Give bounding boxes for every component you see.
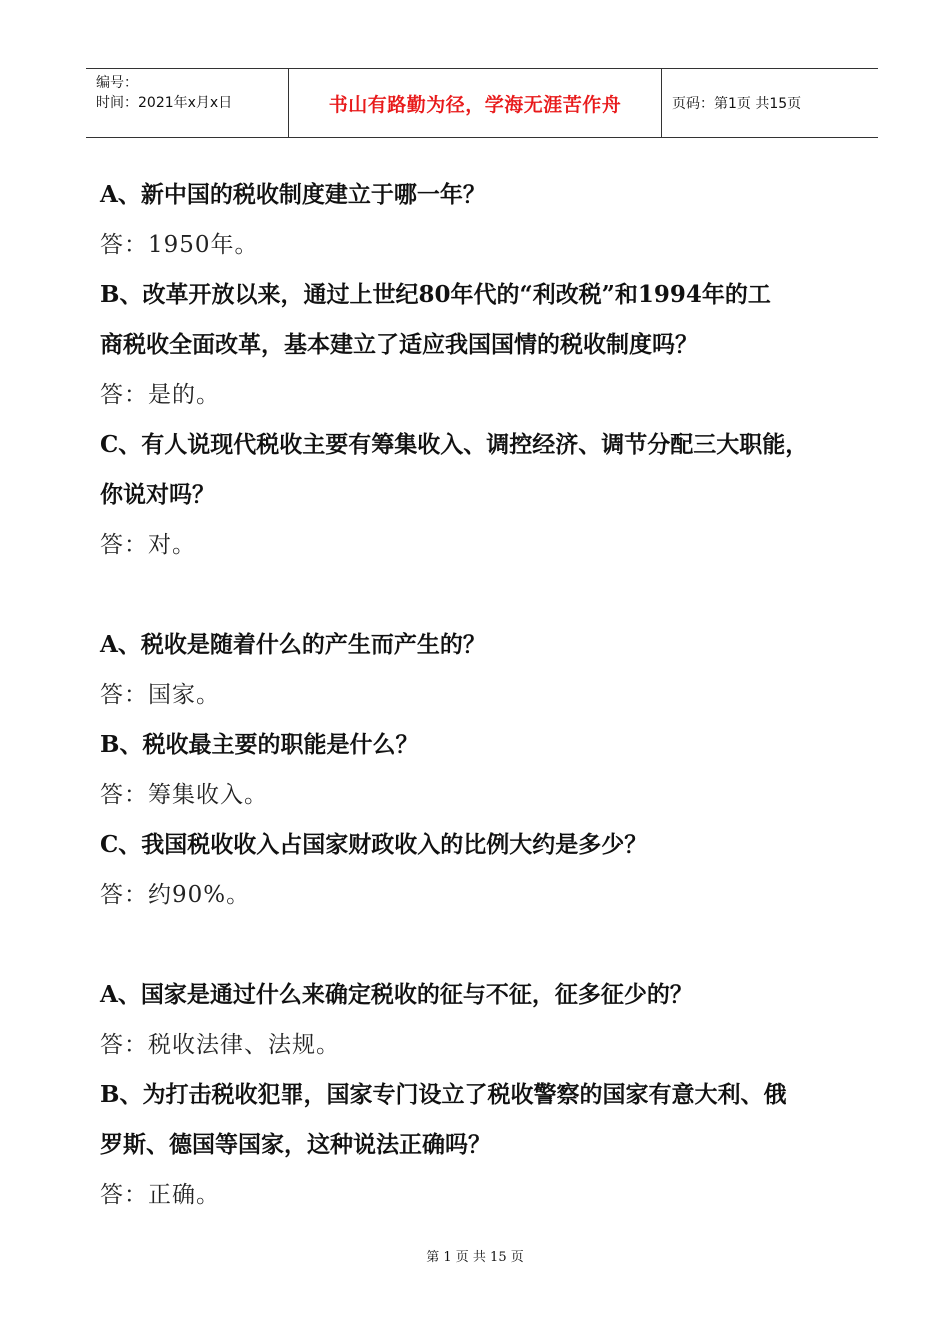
answer-line: 答：对。 [100,532,196,558]
serial-label: 编号： [96,75,138,91]
answer-line: 答：1950年。 [100,232,259,258]
question-line: 你说对吗？ [100,481,215,508]
question-line: A、国家是通过什么来确定税收的征与不征，征多征少的？ [100,981,693,1008]
document-body [100,170,880,1220]
page-header [86,68,878,138]
answer-line: 答：筹集收入。 [100,782,268,808]
header-motto: 书山有路勤为径，学海无涯苦作舟 [328,93,622,116]
answer-line: 答：国家。 [100,682,220,708]
header-motto-cell [288,69,662,137]
section-gap [100,920,880,970]
header-page-info-cell [662,69,878,137]
answer-line: 答：是的。 [100,382,220,408]
question-line: B、税收最主要的职能是什么？ [100,731,419,758]
question-line: A、新中国的税收制度建立于哪一年？ [100,181,486,208]
answer-line: 答：正确。 [100,1182,220,1208]
page-footer: 第 1 页 共 15 页 [426,1250,524,1265]
question-line: 罗斯、德国等国家，这种说法正确吗？ [100,1131,491,1158]
section-gap [100,570,880,620]
question-line: B、改革开放以来，通过上世纪80年代的“利改税”和1994年的工 [100,281,771,308]
question-line: C、我国税收收入占国家财政收入的比例大约是多少？ [100,831,648,858]
answer-line: 答：约90%。 [100,882,251,908]
question-line: C、有人说现代税收主要有筹集收入、调控经济、调节分配三大职能， [100,431,809,458]
question-line: A、税收是随着什么的产生而产生的？ [100,631,486,658]
question-line: B、为打击税收犯罪，国家专门设立了税收警察的国家有意大利、俄 [100,1081,787,1108]
header-page-info: 页码：第1页 共15页 [672,96,802,112]
header-meta [86,69,288,137]
answer-line: 答：税收法律、法规。 [100,1032,340,1058]
question-line: 商税收全面改革，基本建立了适应我国国情的税收制度吗？ [100,331,698,358]
time-label: 时间：2021年x月x日 [96,95,233,111]
